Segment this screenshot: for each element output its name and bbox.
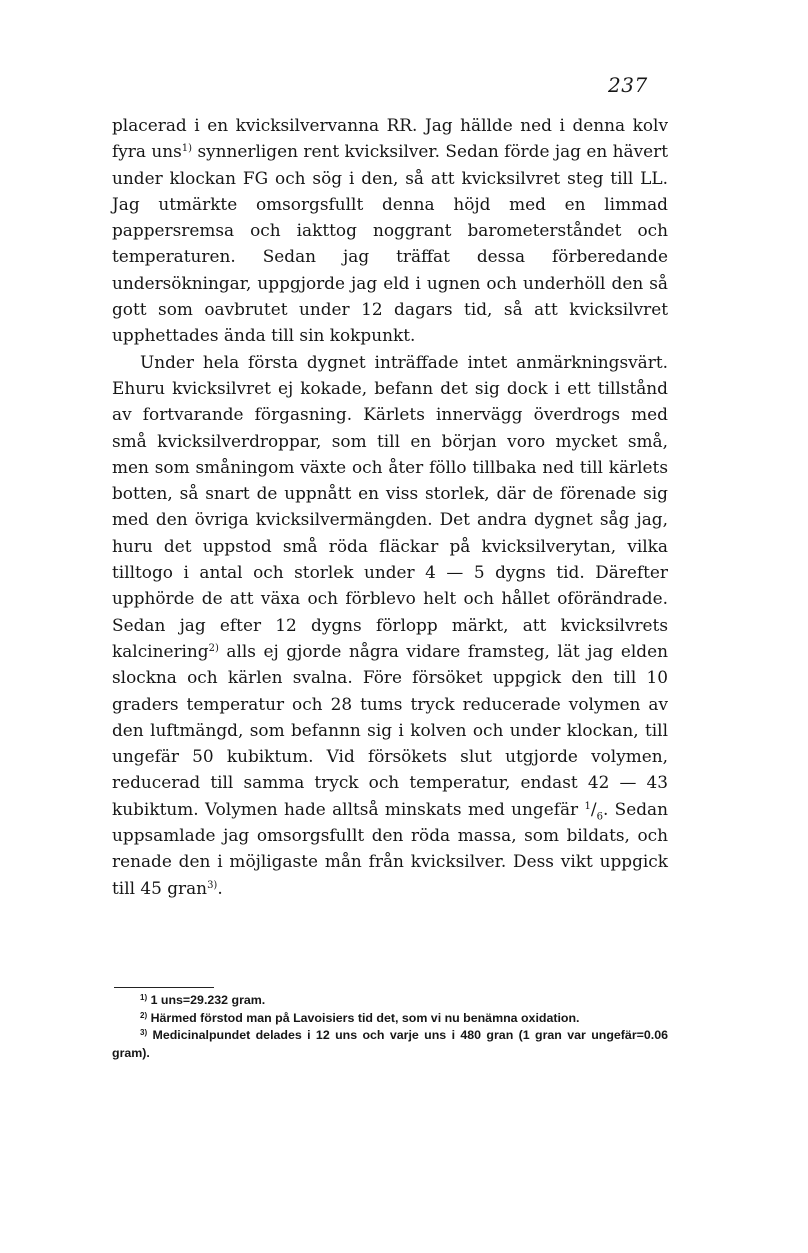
footnote-3 (112, 1027, 668, 1062)
footnote-text: Härmed förstod man på Lavoisiers tid det, som vi nu benämna oxidation. (147, 1010, 580, 1025)
footnote-2 (112, 1010, 668, 1028)
fraction-slash: / (590, 798, 597, 819)
footnote-text: 1 uns=29.232 gram. (147, 993, 266, 1007)
fraction-denominator: 6 (596, 811, 603, 823)
paragraph-2 (112, 349, 668, 901)
footnote-divider (114, 987, 214, 988)
paragraph-2-text-d: . (217, 877, 223, 898)
paragraph-2-text-c: . Sedan uppsamlade jag omsorgsfullt den röda massa, som bildats, och renade den i möjligaste mån från kvicksilver. Dess vikt uppgick till 45 gran (112, 798, 668, 898)
paragraph-1 (112, 112, 668, 349)
footnote-ref-3: 3) (207, 879, 218, 891)
paragraph-2-text-b: alls ej gjorde några vidare framsteg, lät jag elden slockna och kärlen svalna. Före försöket uppgick den till 10 graders temperatur och 28 tums tryck reducerade volymen av den luftmängd, som befannn sig i kolven och under klockan, till ungefär 50 kubiktum. Vid försökets slut utgjorde volymen, reducerad till samma tryck och temperatur, endast 42 — 43 kubiktum. Volymen hade alltså minskats med ungefär (112, 640, 668, 819)
paragraph-2-text-a: Under hela första dygnet inträffade intet anmärkningsvärt. Ehuru kvicksilvret ej kokade, befann det sig dock i ett tillstånd av fortvarande förgasning. Kärlets innervägg överdrogs med små kvicksilverdroppar, som till en början voro mycket små, men som småningom växte och åter föllo tillbaka ned till kärlets botten, så snart de uppnått en viss storlek, där de förenade sig med den övriga kvicksilvermängden. Det andra dygnet såg jag, huru det uppstod små röda fläckar på kvicksilverytan, vilka tilltogo i antal och storlek under 4 — 5 dygns tid. Därefter upphörde de att växa och förblevo helt och hållet oförändrade. Sedan jag efter 12 dygns förlopp märkt, att kvicksilvrets kalcinering (112, 351, 668, 661)
footnote-text: Medicinalpundet delades i 12 uns och varje uns i 480 gran (1 gran var ungefär=0.06 gram). (112, 1028, 668, 1060)
page-number: 237 (608, 73, 648, 97)
footnote-1 (112, 992, 668, 1010)
paragraph-1-text-b: synnerligen rent kvicksilver. Sedan förde jag en hävert under klockan FG och sög i den, så att kvicksilvret steg till LL. Jag utmärkte omsorgsfullt denna höjd med en limmad pappersremsa och iakttog noggrant barometerståndet och temperaturen. Sedan jag träffat dessa förberedande undersökningar, uppgjorde jag eld i ugnen och underhöll den så gott som oavbrutet under 12 dagars tid, så att kvicksilvret upphettades ända till sin kokpunkt. (112, 141, 668, 346)
footnote-marker: 3) (140, 1028, 148, 1037)
footnote-marker: 1) (140, 993, 148, 1002)
fraction-numerator: 1 (584, 800, 591, 812)
paragraph-1-text-a: placerad i en kvicksilvervanna RR. Jag hällde ned i denna kolv fyra uns (112, 115, 668, 162)
footnotes (112, 992, 668, 1062)
footnote-marker: 2) (140, 1010, 148, 1020)
footnote-ref-2: 2) (208, 642, 219, 654)
footnote-ref-1: 1) (181, 143, 193, 155)
body-text (112, 112, 668, 901)
